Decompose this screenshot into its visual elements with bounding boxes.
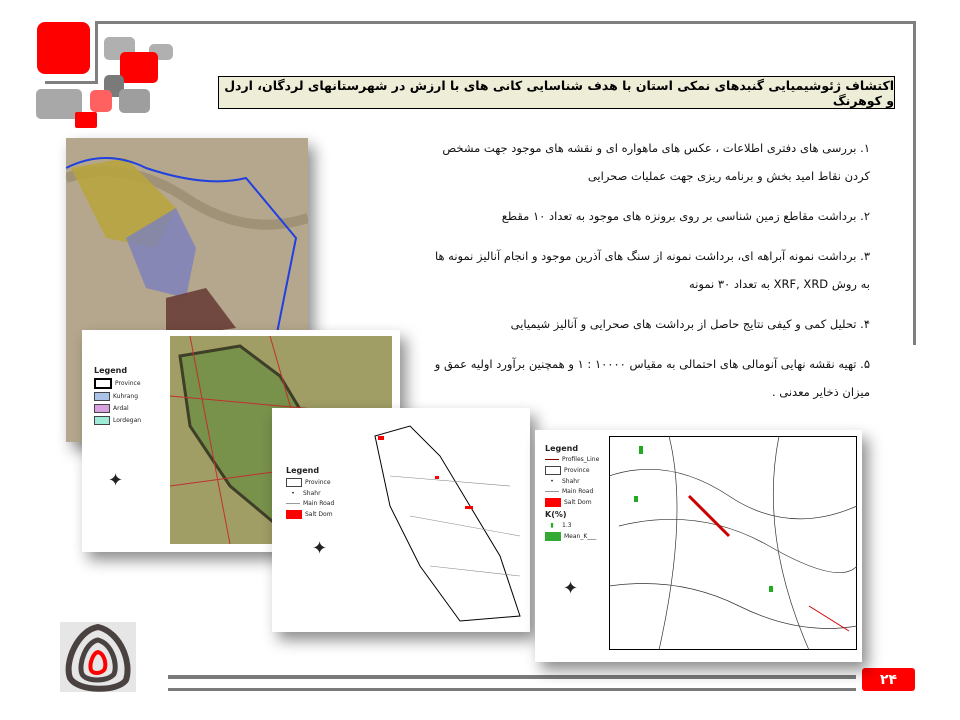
map-legend xyxy=(94,366,141,428)
frame-line xyxy=(95,21,916,24)
legend-entry: Main Road xyxy=(562,488,594,495)
legend-entry: Ardal xyxy=(113,405,129,412)
legend-entry: Mean_K___ xyxy=(564,533,597,540)
salt-dome-map-image xyxy=(272,408,530,632)
legend-entry: Shahr xyxy=(303,490,321,497)
north-arrow-icon: ✦ xyxy=(108,470,124,491)
legend-entry: Lordegan xyxy=(113,417,142,424)
frame-line xyxy=(913,21,916,345)
legend-entry: Province xyxy=(305,479,331,486)
legend-title: Legend xyxy=(545,444,579,453)
map-legend: Legend Province • Shahr Main Road Salt Dom xyxy=(286,466,335,518)
page-number: ۲۴ xyxy=(862,668,915,691)
salt-dome-map-graphic xyxy=(370,416,528,626)
potassium-map-graphic xyxy=(609,436,857,650)
list-item: ۳. برداشت نمونه آبراهه ای، برداشت نمونه از سنگ های آذرین موجود و انجام آنالیز نمونه ها به روش XRF, XRD به تعداد ۳۰ نمونه xyxy=(434,249,870,291)
legend-entry: Province xyxy=(115,380,141,387)
potassium-anomaly-map-image xyxy=(535,430,862,662)
legend-entry: Salt Dom xyxy=(564,499,592,506)
legend-entry: Profiles_Line xyxy=(562,456,600,463)
list-item: ۱. بررسی های دفتری اطلاعات ، عکس های ماهواره ای و نقشه های موجود جهت مشخص کردن نقاط امید بخش و برنامه ریزی جهت عملیات صحرایی xyxy=(442,141,870,183)
list-item: ۵. تهیه نقشه نهایی آنومالی های احتمالی به مقیاس ۱۰۰۰۰ : ۱ و همچنین برآورد اولیه عمق و میزان ذخایر معدنی . xyxy=(434,357,870,399)
legend-title: Legend xyxy=(94,366,128,375)
task-list xyxy=(430,134,870,418)
legend-entry: Province xyxy=(564,467,590,474)
list-item: ۲. برداشت مقاطع زمین شناسی بر روی برونزه های موجود به تعداد ۱۰ مقطع xyxy=(501,209,870,223)
frame-line xyxy=(45,81,98,84)
legend-entry: Salt Dom xyxy=(305,511,333,518)
map-legend: Legend Profiles_Line Province • Shahr Main Road Salt Dom K(%) ▮ 1.3 Mean_K___ xyxy=(545,444,600,540)
slide-title-box xyxy=(218,76,895,109)
footer-line xyxy=(168,688,856,691)
legend-title: Legend xyxy=(286,466,320,475)
legend-entry: Kuhrang xyxy=(113,393,138,400)
legend-entry: 1.3 xyxy=(562,522,572,529)
legend-entry: Main Road xyxy=(303,500,335,507)
frame-line xyxy=(95,21,98,83)
slide-title: اکتشاف ژئوشیمیایی گنبدهای نمکی استان با هدف شناسایی کانی های با ارزش در شهرستانهای لردگان، اردل و کوهرنگ xyxy=(224,77,894,108)
organization-logo xyxy=(60,622,136,692)
legend-subtitle: K(%) xyxy=(545,510,567,519)
north-arrow-icon: ✦ xyxy=(563,578,579,599)
decorative-squares-logo xyxy=(0,0,180,130)
north-arrow-icon: ✦ xyxy=(312,538,328,559)
legend-entry: Shahr xyxy=(562,478,580,485)
list-item: ۴. تحلیل کمی و کیفی نتایج حاصل از برداشت های صحرایی و آنالیز شیمیایی xyxy=(510,317,870,331)
footer-line xyxy=(168,675,856,679)
